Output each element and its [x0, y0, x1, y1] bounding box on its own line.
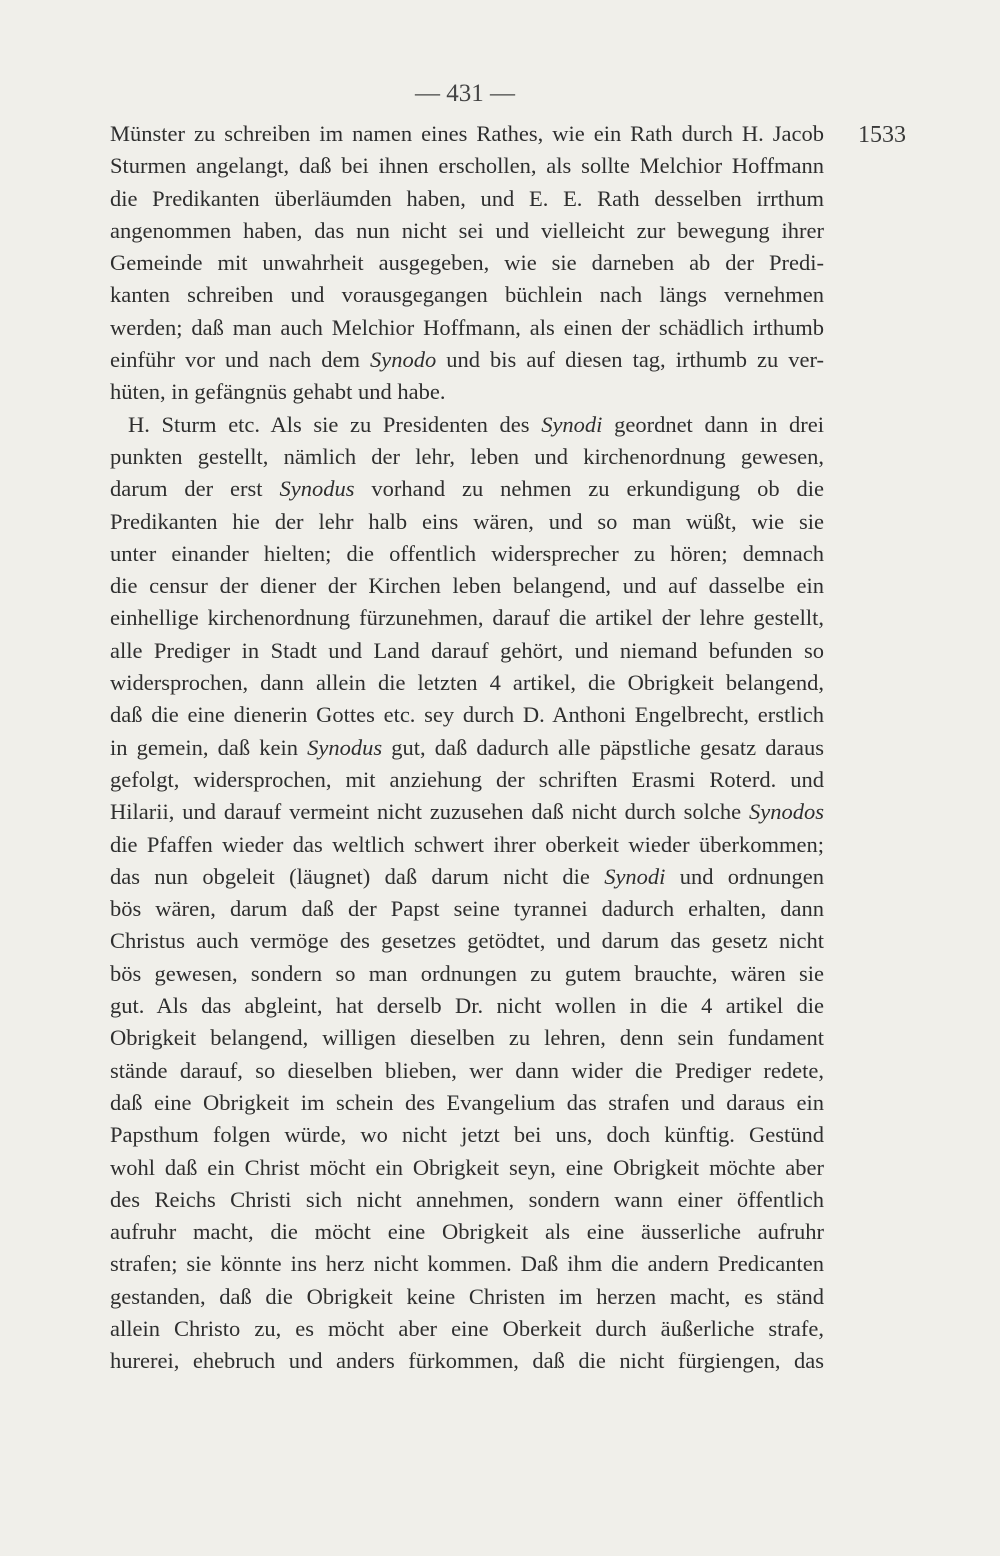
text-line [110, 1055, 824, 1087]
text-line [110, 893, 824, 925]
text-segment: stände darauf, so dieselben blieben, wer dann wider die Prediger redete, [110, 1057, 824, 1083]
text-line [110, 699, 824, 731]
text-segment: vorhand zu nehmen zu erkundigung ob die [354, 476, 824, 502]
text-line [110, 764, 824, 796]
text-segment: angenommen haben, das nun nicht sei und vielleicht zur bewegung ihrer [110, 217, 824, 243]
text-segment: Münster zu schreiben im namen eines Rathes, wie ein Rath durch H. Jacob [110, 121, 824, 146]
text-line [110, 150, 824, 182]
text-line [110, 376, 824, 408]
text-segment: und ordnungen [665, 863, 824, 889]
text-segment: gestanden, daß die Obrigkeit keine Christen im herzen macht, es ständ [110, 1283, 824, 1309]
text-segment: gut. Als das abgleint, hat derselb Dr. nicht wollen in die 4 artikel die [110, 993, 824, 1019]
text-segment: daß die eine dienerin Gottes etc. sey durch D. Anthoni Engelbrecht, erstlich [110, 702, 824, 728]
text-line [110, 1248, 824, 1280]
text-line [110, 312, 824, 344]
text-line [110, 1022, 824, 1054]
text-line [110, 829, 824, 861]
text-line [110, 1345, 824, 1377]
text-segment: bös gewesen, sondern so man ordnungen zu gutem brauchte, wären sie [110, 960, 824, 986]
body-text [110, 118, 824, 1378]
text-segment: punkten gestellt, nämlich der lehr, leben und kirchenordnung gewesen, [110, 443, 824, 469]
text-segment: Christus auch vermöge des gesetzes getödtet, und darum das gesetz nicht [110, 928, 824, 954]
text-segment: daß eine Obrigkeit im schein des Evangelium das strafen und daraus ein [110, 1089, 824, 1115]
text-line [110, 925, 824, 957]
text-line [110, 1087, 824, 1119]
text-line [110, 118, 824, 150]
text-segment: hurerei, ehebruch und anders fürkommen, daß die nicht fürgiengen, das [110, 1348, 824, 1374]
page-number: — 431 — [415, 80, 515, 107]
text-segment: gefolgt, widersprochen, mit anziehung der schriften Erasmi Roterd. und [110, 766, 824, 792]
text-segment: strafen; sie könnte ins herz nicht kommen. Daß ihm die andern Predicanten [110, 1251, 824, 1277]
text-segment: geordnet dann in drei [602, 411, 824, 437]
text-segment: Obrigkeit belangend, willigen dieselben zu lehren, denn sein fundament [110, 1025, 824, 1051]
italic-term: Synodos [749, 799, 824, 825]
text-segment: unter einander hielten; die offentlich widersprecher zu hören; demnach [110, 540, 824, 566]
text-line [110, 279, 824, 311]
text-line [110, 215, 824, 247]
text-line [110, 958, 824, 990]
text-segment: widersprochen, dann allein die letzten 4 artikel, die Obrigkeit belangend, [110, 670, 824, 696]
text-segment: werden; daß man auch Melchior Hoffmann, als einen der schädlich irthumb [110, 314, 824, 340]
text-line [110, 1184, 824, 1216]
text-line [110, 602, 824, 634]
text-segment: einführ vor und nach dem [110, 347, 371, 373]
text-segment: wohl daß ein Christ möcht ein Obrigkeit seyn, eine Obrigkeit möchte aber [110, 1154, 824, 1180]
text-segment: bös wären, darum daß der Papst seine tyrannei dadurch erhalten, dann [110, 896, 824, 922]
text-line [110, 990, 824, 1022]
text-segment: allein Christo zu, es möcht aber eine Oberkeit durch äußerliche strafe, [110, 1315, 824, 1341]
text-segment: und bis auf diesen tag, irthumb zu ver- [436, 347, 824, 373]
text-segment: Papsthum folgen würde, wo nicht jetzt bei uns, doch künftig. Gestünd [110, 1122, 824, 1148]
text-line [110, 1281, 824, 1313]
text-segment: die censur der diener der Kirchen leben belangend, und auf dasselbe ein [110, 573, 824, 599]
text-segment: H. Sturm etc. Als sie zu Presidenten des [128, 411, 542, 437]
text-segment: hüten, in gefängnüs gehabt und habe. [110, 379, 446, 405]
text-line [110, 796, 824, 828]
italic-term: Synodo [370, 347, 437, 373]
text-segment: das nun obgeleit (läugnet) daß darum nicht die [110, 863, 605, 889]
text-segment: alle Prediger in Stadt und Land darauf gehört, und niemand befunden so [110, 637, 824, 663]
text-line [110, 1216, 824, 1248]
text-line [110, 1152, 824, 1184]
text-line [110, 538, 824, 570]
text-segment: des Reichs Christi sich nicht annehmen, sondern wann einer öffentlich [110, 1186, 824, 1212]
text-segment: darum der erst [110, 476, 280, 502]
text-line [110, 861, 824, 893]
italic-term: Synodi [604, 863, 666, 889]
text-line [110, 1313, 824, 1345]
text-segment: einhellige kirchenordnung fürzunehmen, darauf die artikel der lehre gestellt, [110, 605, 824, 631]
text-line [110, 570, 824, 602]
text-line [110, 441, 824, 473]
text-segment: Sturmen angelangt, daß bei ihnen erschollen, als sollte Melchior Hoffmann [110, 153, 824, 179]
italic-term: Synodus [307, 734, 383, 760]
text-line [110, 409, 824, 441]
text-line [110, 506, 824, 538]
italic-term: Synodus [279, 476, 355, 502]
text-line [110, 1119, 824, 1151]
text-segment: in gemein, daß kein [110, 734, 308, 760]
italic-term: Synodi [541, 411, 603, 437]
text-line [110, 473, 824, 505]
text-line [110, 344, 824, 376]
text-line [110, 247, 824, 279]
text-line [110, 635, 824, 667]
text-segment: aufruhr macht, die möcht eine Obrigkeit als eine äusserliche aufruhr [110, 1219, 824, 1245]
text-line [110, 667, 824, 699]
margin-year-note: 1533 [858, 122, 906, 148]
text-segment: die Predikanten überläumden haben, und E. E. Rath desselben irrthum [110, 185, 824, 211]
text-line [110, 183, 824, 215]
text-segment: Predikanten hie der lehr halb eins wären, und so man wüßt, wie sie [110, 508, 824, 534]
text-segment: die Pfaffen wieder das weltlich schwert ihrer oberkeit wieder überkommen; [110, 831, 824, 857]
text-segment: Hilarii, und darauf vermeint nicht zuzusehen daß nicht durch solche [110, 799, 749, 825]
text-segment: kanten schreiben und vorausgegangen büchlein nach längs vernehmen [110, 282, 824, 308]
text-line [110, 732, 824, 764]
text-segment: gut, daß dadurch alle päpstliche gesatz daraus [382, 734, 824, 760]
text-segment: Gemeinde mit unwahrheit ausgegeben, wie sie darneben ab der Predi- [110, 250, 824, 276]
